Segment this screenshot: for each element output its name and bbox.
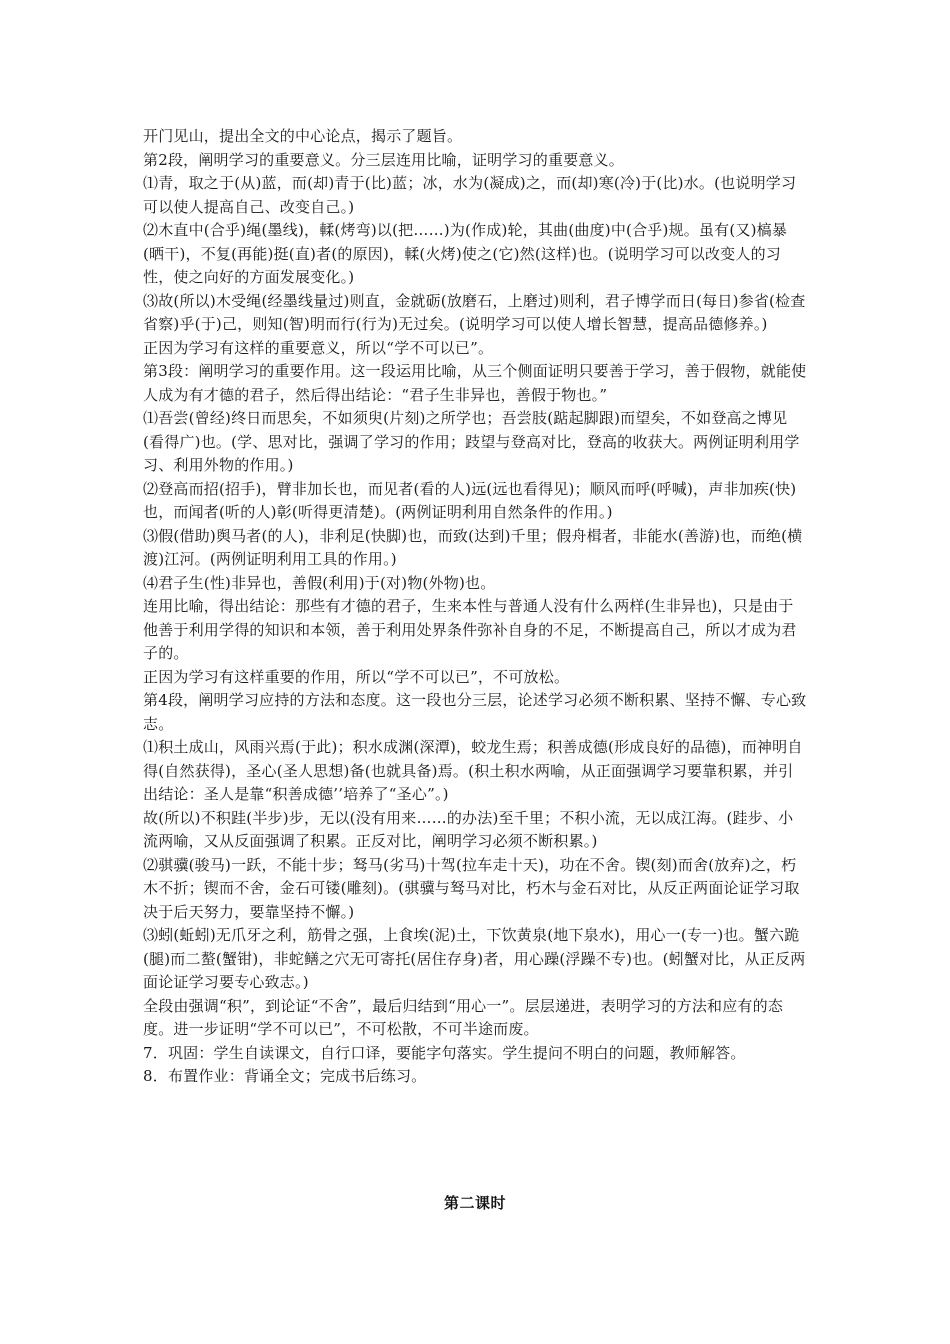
paragraph: ⑶故(所以)木受绳(经墨线量过)则直，金就砺(放磨石，上磨过)则利，君子博学而日(每日)参省(检查省察)乎(于)己，则知(智)明而行(行为)无过矣。(说明学习可以使人增长智慧，提高品德修养。) — [143, 291, 806, 333]
paragraph: ⑵骐骥(骏马)一跃，不能十步；驽马(劣马)十驾(拉车走十天)，功在不舍。锲(刻)而舍(放弃)之，朽木不折；锲而不舍，金石可镂(雕刻)。(骐骥与驽马对比，朽木与金石对比，从反正两面论证学习取决于后天努力，要靠坚持不懈。) — [143, 855, 800, 921]
paragraph: 故(所以)不积跬(半步)步，无以(没有用来……的办法)至千里；不积小流，无以成江海。(跬步、小流两喻，又从反面强调了积累。正反对比，阐明学习必须不断积累。) — [143, 808, 794, 850]
paragraph: 8．布置作业：背诵全文；完成书后练习。 — [143, 1067, 427, 1085]
paragraph: 正因为学习有这样重要的作用，所以“学不可以已”，不可放松。 — [143, 667, 570, 686]
paragraph: 第4段，阐明学习应持的方法和态度。这一段也分三层，论述学习必须不断积累、坚持不懈、专心致志。 — [143, 691, 807, 733]
paragraph: ⑷君子生(性)非异也，善假(利用)于(对)物(外物)也。 — [143, 573, 496, 592]
paragraph: 正因为学习有这样的重要意义，所以“学不可以已”。 — [143, 338, 494, 357]
paragraph: ⑶假(借助)舆马者(的人)，非利足(快脚)也，而致(达到)千里；假舟楫者，非能水(善游)也，而绝(横渡)江河。(两例证明利用工具的作用。) — [143, 526, 803, 568]
paragraph: ⑶蚓(蚯蚓)无爪牙之利，筋骨之强，上食埃(泥)土，下饮黄泉(地下泉水)，用心一(专一)也。蟹六跪(腿)而二螯(蟹钳)，非蛇鳝之穴无可寄托(居住存身)者，用心躁(浮躁不专)也。(蚓蟹对比，从正反两面论证学习要专心致志。) — [143, 926, 806, 991]
paragraph: 第3段：阐明学习的重要作用。这一段运用比喻，从三个侧面证明只要善于学习，善于假物，就能使人成为有才德的君子，然后得出结论：“君子生非异也，善假于物也。” — [143, 362, 807, 404]
paragraph: 7．巩固：学生自读课文，自行口译，要能字句落实。学生提问不明白的问题，教师解答。 — [143, 1043, 746, 1062]
paragraph: 连用比喻，得出结论：那些有才德的君子，生来本性与普通人没有什么两样(生非异也)，只是由于他善于利用学得的知识和本领，善于利用处界条件弥补自身的不足，不断提高自己，所以才成为君子的。 — [143, 597, 797, 662]
paragraph: 开门见山，提出全文的中心论点，揭示了题旨。 — [143, 127, 463, 145]
paragraph: ⑵登高而招(招手)，臂非加长也，而见者(看的人)远(远也看得见)；顺风而呼(呼喊)，声非加疾(快)也，而闻者(听的人)彰(听得更清楚)。(两例证明利用自然条件的作用。) — [143, 479, 797, 521]
paragraph: 全段由强调“积”，到论证“不舍”，最后归结到“用心一”。层层递进，表明学习的方法和应有的态度。进一步证明“学不可以已”，不可松散，不可半途而废。 — [143, 996, 784, 1038]
paragraph: ⑴青，取之于(从)蓝，而(却)青于(比)蓝；冰，水为(凝成)之，而(却)寒(冷)于(比)水。(也说明学习可以使人提高自己、改变自己。) — [143, 174, 797, 216]
document-body — [143, 125, 808, 1089]
paragraph: ⑴积土成山，风雨兴焉(于此)；积水成渊(深潭)，蛟龙生焉；积善成德(形成良好的品德)，而神明自得(自然获得)，圣心(圣人思想)备(也就具备)焉。(积土积水两喻，从正面强调学习要靠积累，并引出结论：圣人是靠“积善成德’’培养了“圣心”。) — [143, 738, 803, 803]
paragraph: 第2段，阐明学习的重要意义。分三层连用比喻，证明学习的重要意义。 — [143, 150, 624, 169]
section-title: 第二课时 — [443, 1194, 506, 1212]
paragraph: ⑴吾尝(曾经)终日而思矣，不如须臾(片刻)之所学也；吾尝肢(踮起脚跟)而望矣，不如登高之博见(看得广)也。(学、思对比，强调了学习的作用；跂望与登高对比，登高的收获大。两例证明利用学习、利用外物的作用。) — [143, 409, 800, 474]
paragraph: ⑵木直中(合乎)绳(墨线)，輮(烤弯)以(把……)为(作成)轮，其曲(曲度)中(合乎)规。虽有(又)槁暴(晒干)，不复(再能)挺(直)者(的原因)，輮(火烤)使之(它)然(这样)也。(说明学习可以改变人的习性，使之向好的方面发展变化。) — [143, 221, 788, 286]
